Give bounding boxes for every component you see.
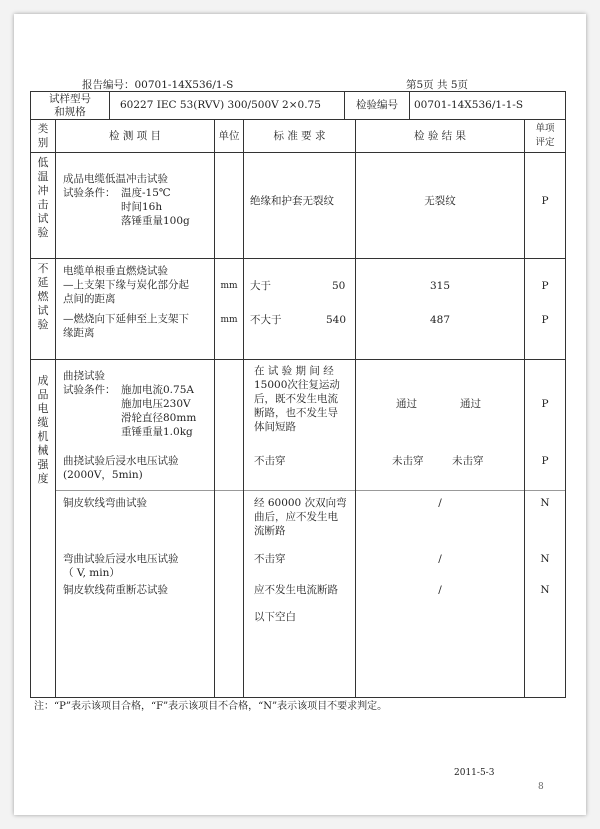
item-flex-cond4: 重锤重量1.0kg: [121, 426, 193, 438]
item-tinsel-load: 铜皮软线荷重断芯试验: [63, 584, 168, 596]
item-flex-voltage: 曲挠试验后浸水电压试验: [63, 455, 179, 467]
sample-model: 60227 IEC 53(RVV) 300/500V 2×0.75: [120, 99, 321, 111]
verdict-tinsel-load: N: [540, 584, 550, 596]
col-standard: 标 准 要 求: [273, 130, 326, 142]
item-bend-voltage: 弯曲试验后浸水电压试验: [63, 553, 179, 565]
std-flame-2-label: 不大于: [250, 314, 282, 326]
result-bend-voltage: /: [438, 553, 442, 565]
unit-flame-2: mm: [220, 315, 238, 325]
std-bend-voltage: 不击穿: [254, 553, 286, 565]
result-flex-b: 通过: [460, 398, 481, 410]
std-flame-2-value: 540: [326, 314, 347, 326]
col-verdict: 单项: [535, 123, 555, 134]
col-verdict-2: 评定: [535, 137, 555, 148]
category-low-temp: 低温冲击试验: [37, 156, 49, 239]
sample-label-2: 和规格: [54, 106, 86, 118]
category-flame: 不延燃试验: [37, 262, 49, 331]
std-flex-2: 15000次往复运动: [254, 379, 340, 391]
verdict-tinsel-bend: N: [540, 497, 550, 509]
col-result: 检 验 结 果: [413, 130, 466, 142]
result-tinsel-bend: /: [438, 497, 442, 509]
category-mechanical: 成品电缆机械强度: [37, 374, 49, 485]
verdict-flame-1: P: [541, 280, 549, 292]
blank-note: 以下空白: [254, 611, 296, 623]
col-unit: 单位: [218, 130, 240, 142]
item-flame-sub2-2: 缘距离: [63, 327, 95, 339]
item-flex-voltage-2: (2000V，5min): [63, 469, 143, 481]
item-tinsel-bend: 铜皮软线弯曲试验: [63, 497, 147, 509]
col-category: 类: [37, 123, 49, 135]
col-category-2: 别: [37, 137, 49, 149]
verdict-flame-2: P: [541, 314, 549, 326]
item-flex-cond2: 施加电压230V: [121, 398, 191, 410]
report-number: 报告编号：00701-14X536/1-S: [82, 79, 234, 91]
item-low-temp-cond-label: 试验条件：: [63, 187, 116, 199]
page-info: 第5页 共 5页: [406, 79, 469, 91]
report-date: 2011-5-3: [454, 768, 495, 778]
std-flex-1: 在 试 验 期 间 经: [254, 365, 334, 377]
item-bend-voltage-2: （ V, min）: [63, 567, 120, 579]
verdict-flex: P: [541, 398, 549, 410]
std-flex-3: 后，既不发生电流: [254, 393, 338, 405]
std-flame-1-value: 50: [332, 280, 346, 292]
std-flame-1-label: 大于: [250, 280, 271, 292]
std-tinsel-bend-2: 曲后，应不发生电: [254, 511, 338, 523]
result-low-temp: 无裂纹: [424, 195, 456, 207]
item-flame-sub1-2: 点间的距离: [63, 293, 116, 305]
col-item: 检 测 项 目: [108, 130, 161, 142]
result-flame-1: 315: [429, 280, 451, 292]
std-flex-voltage: 不击穿: [254, 455, 286, 467]
inspection-number: 00701-14X536/1-1-S: [414, 99, 524, 111]
page-mark: 8: [538, 782, 544, 792]
result-flame-2: 487: [429, 314, 451, 326]
item-flex-cond3: 滑轮直径80mm: [121, 412, 197, 424]
result-flex-a: 通过: [396, 398, 417, 410]
inspection-label: 检验编号: [356, 99, 398, 111]
result-flex-voltage-a: 未击穿: [392, 455, 424, 467]
verdict-flex-voltage: P: [541, 455, 549, 467]
unit-flame-1: mm: [220, 281, 238, 291]
sample-label: 试样型号: [49, 93, 91, 105]
item-flex-cond1: 施加电流0.75A: [121, 384, 194, 396]
std-flex-4: 断路，也不发生导: [254, 407, 338, 419]
item-low-temp-cond1: 温度-15℃: [121, 187, 171, 199]
std-tinsel-bend-1: 经 60000 次双向弯: [254, 497, 347, 509]
item-low-temp-cond2: 时间16h: [121, 201, 163, 213]
std-flex-5: 体间短路: [254, 421, 296, 433]
item-flame-sub2: —燃烧向下延伸至上支架下: [63, 313, 189, 325]
footnote: 注：“P”表示该项目合格，“F”表示该项目不合格，“N”表示该项目不要求判定。: [34, 701, 388, 712]
result-flex-voltage-b: 未击穿: [452, 455, 484, 467]
item-low-temp-title: 成品电缆低温冲击试验: [63, 173, 168, 185]
std-tinsel-bend-3: 流断路: [254, 525, 286, 537]
result-tinsel-load: /: [438, 584, 442, 596]
item-flex-cond-label: 试验条件：: [63, 384, 116, 396]
item-low-temp-cond3: 落锤重量100g: [121, 215, 190, 227]
std-tinsel-load: 应不发生电流断路: [254, 584, 338, 596]
report-page: [14, 14, 586, 815]
item-flame-title: 电缆单根垂直燃烧试验: [63, 265, 168, 277]
item-flex-title: 曲挠试验: [63, 370, 105, 382]
verdict-bend-voltage: N: [540, 553, 550, 565]
item-flame-sub1: —上支架下缘与炭化部分起: [63, 279, 189, 291]
verdict-low-temp: P: [541, 195, 549, 207]
std-low-temp: 绝缘和护套无裂纹: [250, 195, 334, 207]
